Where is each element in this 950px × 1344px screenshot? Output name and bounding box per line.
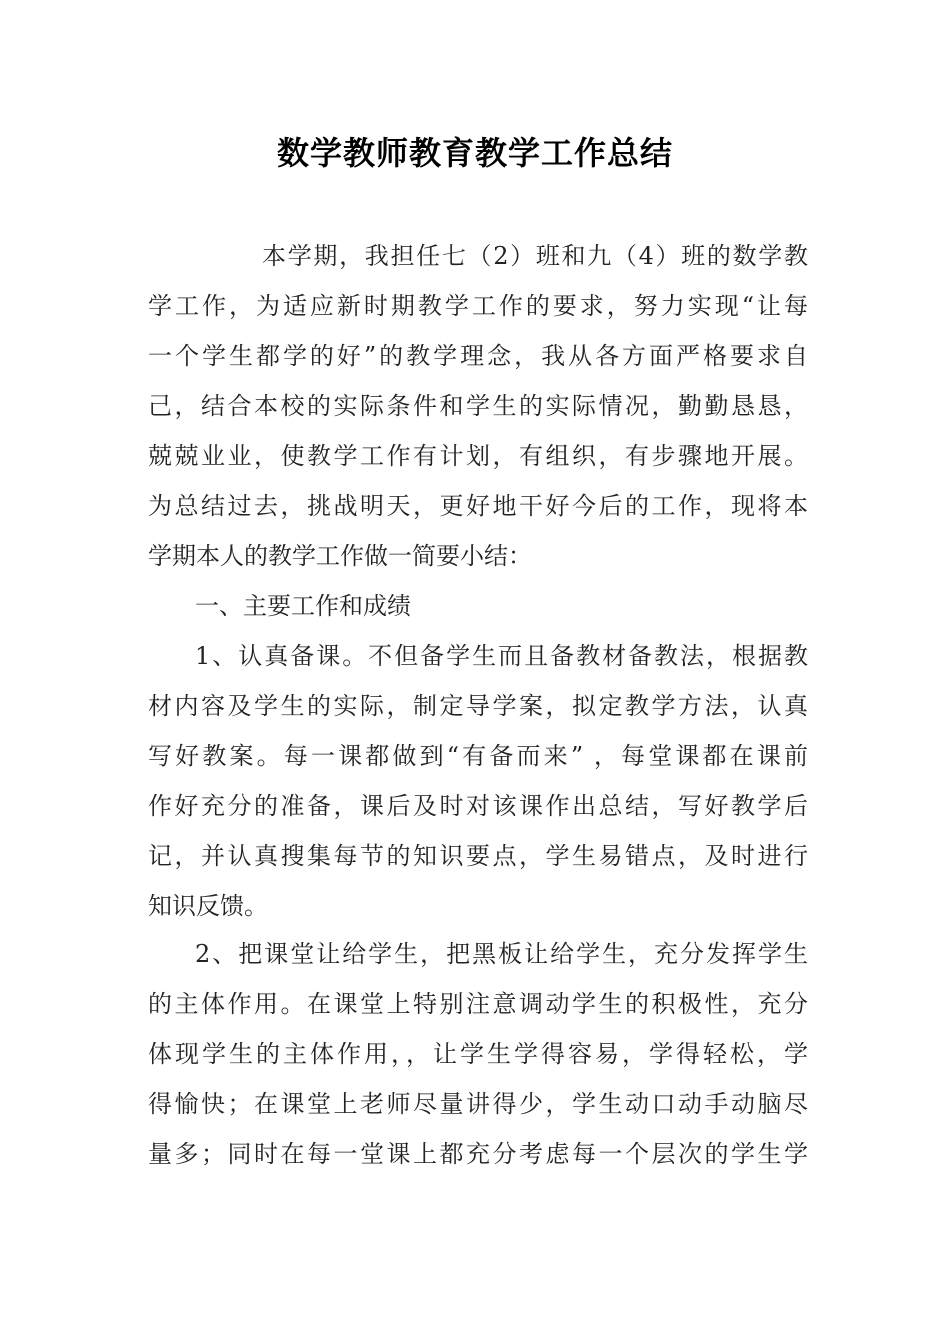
paragraph-line: 量多；同时在每一堂课上都充分考虑每一个层次的学生学	[148, 1140, 808, 1168]
document-title: 数学教师教育教学工作总结	[276, 134, 673, 172]
paragraph-line: 体现学生的主体作用，，让学生学得容易，学得轻松，学	[148, 1040, 808, 1068]
paragraph-line: 一个学生都学的好”的教学理念，我从各方面严格要求自	[148, 342, 808, 370]
paragraph-line: 知识反馈。	[148, 892, 268, 920]
paragraph-line: 2、把课堂让给学生，把黑板让给学生，充分发挥学生	[195, 940, 808, 968]
paragraph-line: 本学期，我担任七（2）班和九（4）班的数学教	[262, 242, 808, 270]
paragraph-line: 己，结合本校的实际条件和学生的实际情况，勤勤恳恳，	[148, 392, 808, 420]
paragraph-line: 学工作，为适应新时期教学工作的要求，努力实现“让每	[148, 292, 808, 320]
paragraph-line: 为总结过去，挑战明天，更好地干好今后的工作，现将本	[148, 492, 808, 520]
paragraph-line: 作好充分的准备，课后及时对该课作出总结，写好教学后	[148, 792, 808, 820]
section-heading: 一、主要工作和成绩	[195, 592, 411, 620]
paragraph-line: 学期本人的教学工作做一简要小结：	[148, 542, 532, 570]
paragraph-line: 写好教案。每一课都做到“有备而来” ，每堂课都在课前	[148, 742, 808, 770]
paragraph-line: 记，并认真搜集每节的知识要点，学生易错点，及时进行	[148, 842, 808, 870]
paragraph-line: 1、认真备课。不但备学生而且备教材备教法，根据教	[195, 642, 808, 670]
paragraph-line: 的主体作用。在课堂上特别注意调动学生的积极性，充分	[148, 990, 808, 1018]
paragraph-line: 兢兢业业，使教学工作有计划，有组织，有步骤地开展。	[148, 442, 808, 470]
paragraph-line: 得愉快；在课堂上老师尽量讲得少，学生动口动手动脑尽	[148, 1090, 808, 1118]
paragraph-line: 材内容及学生的实际，制定导学案，拟定教学方法，认真	[148, 692, 808, 720]
